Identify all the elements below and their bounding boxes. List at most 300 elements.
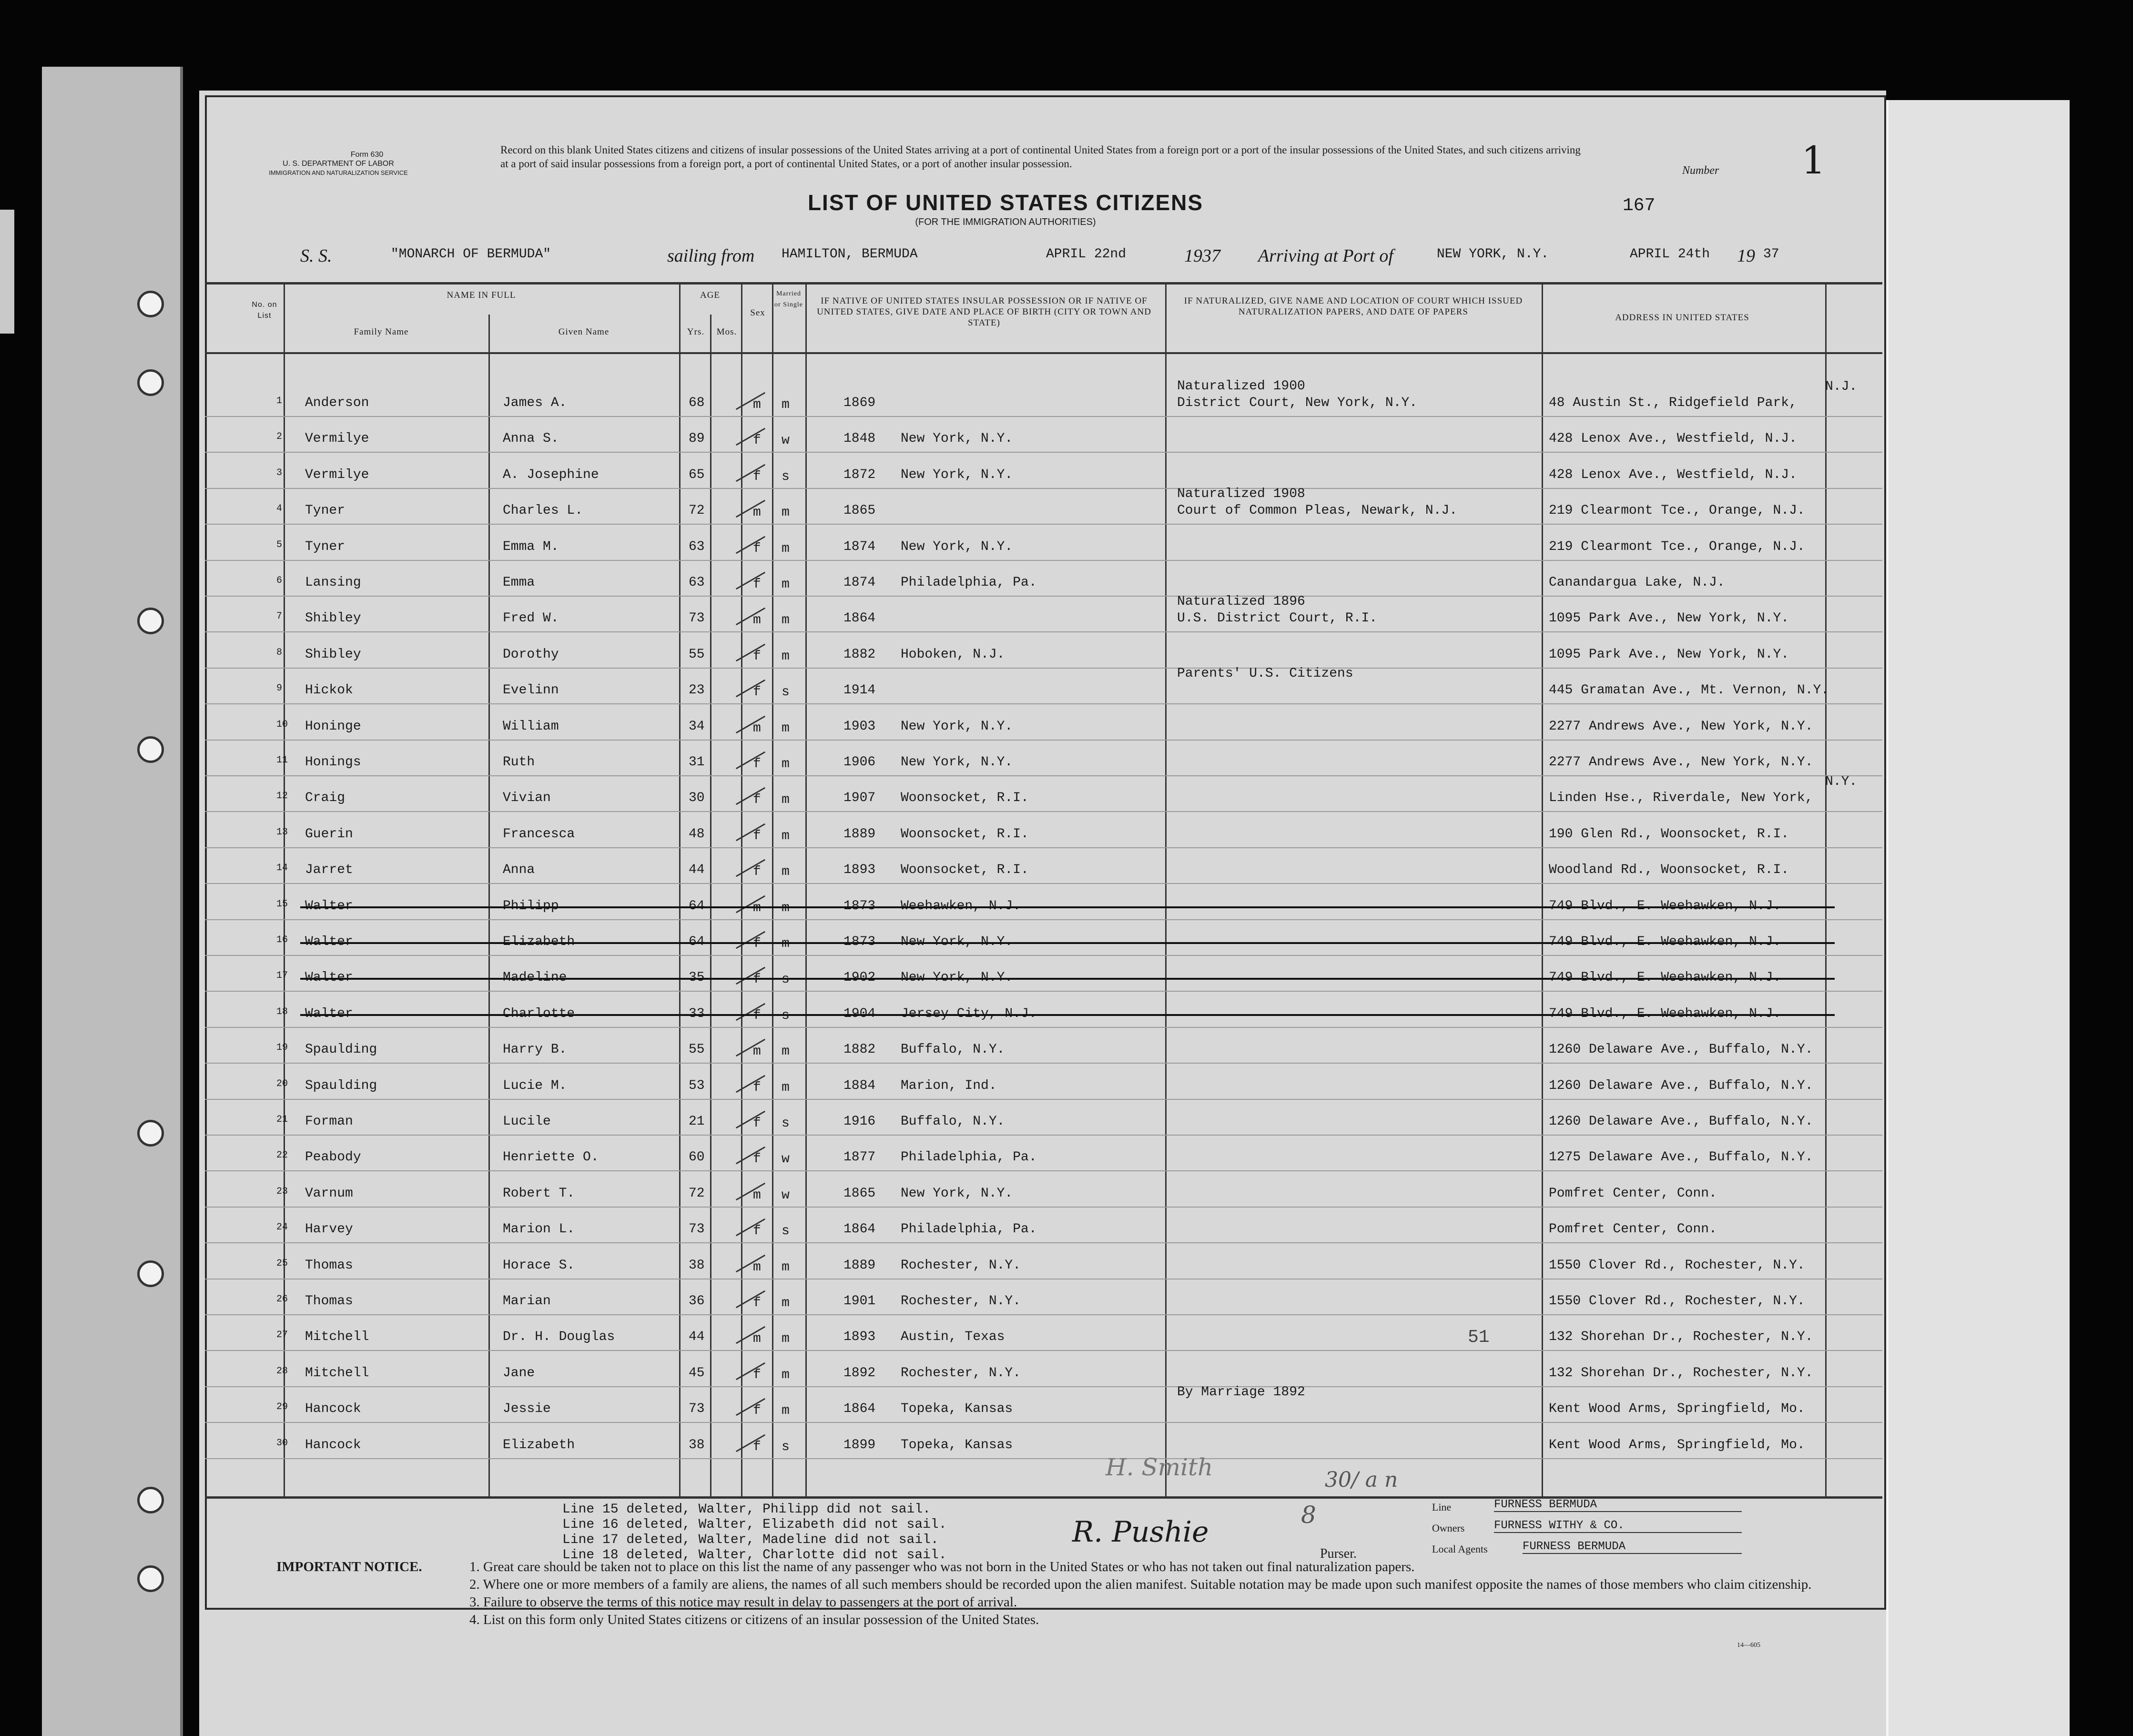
line-number: 11	[276, 755, 288, 766]
row-rule	[205, 919, 1882, 920]
given-name: Lucile	[503, 1114, 551, 1129]
arrival-year-prefix: 19	[1737, 246, 1755, 266]
row-rule	[205, 1207, 1882, 1208]
marital-status: m	[782, 757, 790, 772]
family-name: Shibley	[305, 647, 361, 662]
family-name: Peabody	[305, 1150, 361, 1165]
given-name: Robert T.	[503, 1186, 575, 1201]
marital-status: m	[782, 1044, 790, 1059]
age-years: 73	[689, 611, 705, 626]
naturalization-line-2: U.S. District Court, R.I.	[1177, 611, 1378, 626]
birth-place: New York, N.Y.	[901, 467, 1013, 482]
line-number: 10	[276, 719, 288, 730]
row-rule	[205, 1242, 1882, 1243]
given-name: Marian	[503, 1294, 551, 1309]
age-years: 73	[689, 1401, 705, 1416]
binder-hole	[137, 608, 164, 634]
birth-place: New York, N.Y.	[901, 539, 1013, 554]
header-naturalized: IF NATURALIZED, GIVE NAME AND LOCATION OF COURT WHICH ISSUED NATURALIZATION PAPERS, AND DATE OF PAPERS	[1184, 296, 1523, 317]
given-name: Horace S.	[503, 1258, 575, 1273]
line-number: 28	[276, 1366, 288, 1377]
sex: f	[753, 1224, 761, 1239]
line-number: 2	[276, 431, 283, 442]
line-number: 7	[276, 611, 283, 622]
given-name: Vivian	[503, 791, 551, 805]
birth-year: 1874	[843, 539, 876, 554]
number-value: 1	[1801, 138, 1826, 183]
header-age: AGE	[700, 290, 721, 300]
stamp-count: 8	[1301, 1501, 1316, 1529]
birth-place: Rochester, N.Y.	[901, 1366, 1021, 1381]
marital-status: m	[782, 721, 790, 736]
age-years: 68	[689, 396, 705, 410]
birth-place: New York, N.Y.	[901, 431, 1013, 446]
address: 445 Gramatan Ave., Mt. Vernon, N.Y.	[1549, 683, 1829, 698]
number-label: Number	[1682, 164, 1719, 177]
marital-status: s	[782, 1116, 790, 1131]
owners-value: FURNESS WITHY & CO.	[1494, 1519, 1742, 1533]
age-years: 55	[689, 1042, 705, 1057]
marital-status: w	[782, 1152, 790, 1167]
header-address: ADDRESS IN UNITED STATES	[1615, 313, 1749, 323]
row-rule	[205, 668, 1882, 669]
notice-items	[469, 1558, 1832, 1629]
given-name: James A.	[503, 396, 567, 410]
family-name: Hancock	[305, 1438, 361, 1452]
row-rule	[205, 703, 1882, 704]
sex: f	[753, 685, 761, 700]
arrival-year-suffix: 37	[1763, 247, 1779, 262]
family-name: Shibley	[305, 611, 361, 626]
deletion-strike-line	[300, 978, 1835, 980]
binder-strip	[42, 67, 183, 1736]
sex: m	[753, 1188, 761, 1203]
header-no-on-list: No. on List	[252, 301, 277, 320]
address: 1095 Park Ave., New York, N.Y.	[1549, 647, 1789, 662]
birth-year: 1877	[843, 1150, 876, 1165]
birth-place: Philadelphia, Pa.	[901, 575, 1037, 590]
binder-hole	[137, 1487, 164, 1513]
line-number: 29	[276, 1401, 288, 1412]
form-identification	[241, 150, 436, 177]
birth-year: 1916	[843, 1114, 876, 1129]
marital-status: m	[782, 1368, 790, 1382]
age-years: 63	[689, 575, 705, 590]
birth-year: 1869	[843, 396, 876, 410]
birth-place: Woonsocket, R.I.	[901, 827, 1029, 842]
given-name: Emma	[503, 575, 535, 590]
purser-signature: R. Pushie	[1072, 1515, 1209, 1549]
birth-year: 1848	[843, 431, 876, 446]
family-name: Spaulding	[305, 1078, 377, 1093]
row-rule	[205, 955, 1882, 956]
row-rule	[205, 991, 1882, 992]
sex: f	[753, 1116, 761, 1131]
sex: f	[753, 864, 761, 879]
line-number: 16	[276, 934, 288, 945]
birth-place: Woonsocket, R.I.	[901, 791, 1029, 805]
given-name: Ruth	[503, 755, 535, 770]
birth-place: Philadelphia, Pa.	[901, 1222, 1037, 1237]
row-rule	[205, 524, 1882, 525]
birth-place: Topeka, Kansas	[901, 1438, 1013, 1452]
given-name: Dr. H. Douglas	[503, 1330, 615, 1344]
sex: m	[753, 613, 761, 628]
row-rule	[205, 416, 1882, 417]
given-name: Jessie	[503, 1401, 551, 1416]
row-rule	[205, 883, 1882, 884]
line-number: 18	[276, 1006, 288, 1017]
row-rule	[205, 1422, 1882, 1423]
birth-year: 1914	[843, 683, 876, 698]
age-years: 63	[689, 539, 705, 554]
arrival-date: APRIL 24th	[1630, 247, 1710, 262]
address: 190 Glen Rd., Woonsocket, R.I.	[1549, 827, 1789, 842]
given-name: Anna S.	[503, 431, 559, 446]
notice-heading: IMPORTANT NOTICE.	[276, 1559, 422, 1574]
age-years: 45	[689, 1366, 705, 1381]
birth-place: Topeka, Kansas	[901, 1401, 1013, 1416]
line-number: 4	[276, 503, 283, 514]
sex: f	[753, 469, 761, 484]
sail-year: 1937	[1184, 246, 1220, 266]
margin-count: 51	[1468, 1327, 1490, 1348]
line-number: 23	[276, 1186, 288, 1197]
birth-place: New York, N.Y.	[901, 755, 1013, 770]
intro-instructions: Record on this blank United States citizens and citizens of insular possessions of the United States arriving at a port of continental United States from a foreign port or a port of the insular possessions of the United States, and such citizens arriving at a port of said insular possessions from a foreign port, a port of continental United States, or a port of another insular possession.	[500, 144, 1581, 170]
family-name: Honinge	[305, 719, 361, 734]
birth-year: 1906	[843, 755, 876, 770]
given-name: William	[503, 719, 559, 734]
row-rule	[205, 1386, 1882, 1387]
binder-hole	[137, 1565, 164, 1592]
birth-place: Rochester, N.Y.	[901, 1258, 1021, 1273]
marital-status: w	[782, 433, 790, 448]
line-number: 20	[276, 1078, 288, 1089]
given-name: Dorothy	[503, 647, 559, 662]
sex: m	[753, 505, 761, 520]
line-number: 8	[276, 647, 283, 658]
binder-hole	[137, 291, 164, 317]
row-rule	[205, 1063, 1882, 1064]
deletion-note: Line 18 deleted, Walter, Charlotte did not sail.	[562, 1548, 947, 1563]
sex: f	[753, 649, 761, 664]
sex: m	[753, 397, 761, 412]
ship-name: "MONARCH OF BERMUDA"	[391, 247, 551, 262]
sail-date: APRIL 22nd	[1046, 247, 1127, 262]
line-number: 27	[276, 1330, 288, 1340]
naturalization-line-1: Naturalized 1908	[1177, 487, 1305, 501]
naturalization-line-1: Naturalized 1896	[1177, 594, 1305, 609]
address-continued: N.J.	[1825, 379, 1858, 394]
address: 1550 Clover Rd., Rochester, N.Y.	[1549, 1294, 1805, 1309]
line-number: 26	[276, 1294, 288, 1305]
age-years: 38	[689, 1438, 705, 1452]
address: 132 Shorehan Dr., Rochester, N.Y.	[1549, 1366, 1813, 1381]
binder-hole	[137, 1260, 164, 1287]
address: 219 Clearmont Tce., Orange, N.J.	[1549, 503, 1805, 518]
given-name: Francesca	[503, 827, 575, 842]
line-number: 12	[276, 791, 288, 802]
birth-year: 1882	[843, 1042, 876, 1057]
age-years: 34	[689, 719, 705, 734]
family-name: Mitchell	[305, 1366, 369, 1381]
given-name: Anna	[503, 863, 535, 877]
footer-code: 14—605	[1737, 1642, 1760, 1649]
column-rule	[488, 315, 490, 1497]
family-name: Jarret	[305, 863, 353, 877]
address: Woodland Rd., Woonsocket, R.I.	[1549, 863, 1789, 877]
address: 428 Lenox Ave., Westfield, N.J.	[1549, 467, 1797, 482]
birth-year: 1903	[843, 719, 876, 734]
address: 2277 Andrews Ave., New York, N.Y.	[1549, 719, 1813, 734]
address-continued: N.Y.	[1825, 774, 1858, 789]
header-birth: IF NATIVE OF UNITED STATES INSULAR POSSESSION OR IF NATIVE OF UNITED STATES, GIVE DATE AND PLACE OF BIRTH (CITY OR TOWN AND STATE)	[817, 296, 1151, 328]
deletion-strike-line	[300, 942, 1835, 944]
address: 1095 Park Ave., New York, N.Y.	[1549, 611, 1789, 626]
address: 1275 Delaware Ave., Buffalo, N.Y.	[1549, 1150, 1813, 1165]
given-name: Henriette O.	[503, 1150, 599, 1165]
age-years: 36	[689, 1294, 705, 1309]
sex: f	[753, 757, 761, 772]
age-years: 53	[689, 1078, 705, 1093]
sex: f	[753, 541, 761, 556]
naturalization-line-2: Court of Common Pleas, Newark, N.J.	[1177, 503, 1458, 518]
sex: m	[753, 721, 761, 736]
age-years: 21	[689, 1114, 705, 1129]
row-rule	[205, 488, 1882, 489]
header-name-in-full: NAME IN FULL	[447, 290, 516, 300]
marital-status: m	[782, 1403, 790, 1418]
sex: f	[753, 1403, 761, 1418]
sex: m	[753, 1044, 761, 1059]
age-years: 31	[689, 755, 705, 770]
page-subtitle: (FOR THE IMMIGRATION AUTHORITIES)	[915, 217, 1096, 227]
line-number: 22	[276, 1150, 288, 1161]
given-name: Marion L.	[503, 1222, 575, 1237]
marital-status: m	[782, 792, 790, 807]
line-number: 30	[276, 1438, 288, 1449]
birth-place: Hoboken, N.J.	[901, 647, 1005, 662]
notice-item: 2. Where one or more members of a family are aliens, the names of all such members should be recorded upon the alien manifest. Suitable notation may be made upon such manifest opposite the names of those members who claim citizenship.	[469, 1577, 1812, 1592]
deletion-note: Line 17 deleted, Walter, Madeline did not sail.	[562, 1533, 939, 1547]
birth-year: 1872	[843, 467, 876, 482]
sex: f	[753, 1368, 761, 1382]
form-number: Form 630	[350, 151, 384, 159]
marital-status: m	[782, 649, 790, 664]
marital-status: s	[782, 469, 790, 484]
birth-year: 1893	[843, 1330, 876, 1344]
given-name: Harry B.	[503, 1042, 567, 1057]
row-rule	[205, 631, 1882, 632]
birth-place: New York, N.Y.	[901, 1186, 1013, 1201]
age-years: 73	[689, 1222, 705, 1237]
birth-year: 1884	[843, 1078, 876, 1093]
row-rule	[205, 452, 1882, 453]
address: 1260 Delaware Ave., Buffalo, N.Y.	[1549, 1078, 1813, 1093]
family-name: Vermilye	[305, 467, 369, 482]
age-years: 89	[689, 431, 705, 446]
sex: f	[753, 577, 761, 592]
sex: m	[753, 1260, 761, 1275]
header-yrs: Yrs.	[687, 327, 705, 337]
marital-status: s	[782, 1224, 790, 1239]
given-name: Elizabeth	[503, 1438, 575, 1452]
naturalization-line-2: District Court, New York, N.Y.	[1177, 396, 1418, 410]
owners-label: Owners	[1432, 1522, 1465, 1534]
given-name: A. Josephine	[503, 467, 599, 482]
marital-status: m	[782, 613, 790, 628]
form-department: U. S. DEPARTMENT OF LABOR	[283, 160, 394, 168]
sex: f	[753, 1296, 761, 1310]
family-name: Thomas	[305, 1294, 353, 1309]
family-name: Harvey	[305, 1222, 353, 1237]
given-name: Evelinn	[503, 683, 559, 698]
row-rule	[205, 775, 1882, 776]
line-number: 17	[276, 970, 288, 981]
birth-place: Marion, Ind.	[901, 1078, 997, 1093]
header-mos: Mos.	[716, 327, 737, 337]
address: 428 Lenox Ave., Westfield, N.J.	[1549, 431, 1797, 446]
age-years: 23	[689, 683, 705, 698]
marital-status: m	[782, 577, 790, 592]
family-name: Tyner	[305, 503, 345, 518]
address: 1550 Clover Rd., Rochester, N.Y.	[1549, 1258, 1805, 1273]
given-name: Charles L.	[503, 503, 583, 518]
naturalization-line-1: Parents' U.S. Citizens	[1177, 666, 1353, 681]
family-name: Thomas	[305, 1258, 353, 1273]
row-rule	[205, 1350, 1882, 1351]
family-name: Lansing	[305, 575, 361, 590]
birth-year: 1893	[843, 863, 876, 877]
family-name: Spaulding	[305, 1042, 377, 1057]
age-years: 72	[689, 503, 705, 518]
row-rule	[205, 1027, 1882, 1028]
header-sex: Sex	[750, 308, 765, 318]
birth-year: 1899	[843, 1438, 876, 1452]
row-rule	[205, 596, 1882, 597]
page-title: LIST OF UNITED STATES CITIZENS	[807, 190, 1204, 215]
line-number: 3	[276, 467, 283, 478]
birth-year: 1882	[843, 647, 876, 662]
marital-status: m	[782, 505, 790, 520]
row-rule	[205, 1458, 1882, 1459]
family-name: Forman	[305, 1114, 353, 1129]
row-rule	[205, 1314, 1882, 1315]
line-number: 1	[276, 396, 283, 406]
sex: f	[753, 1440, 761, 1454]
marital-status: m	[782, 1260, 790, 1275]
marital-status: s	[782, 1440, 790, 1454]
birth-place: Buffalo, N.Y.	[901, 1042, 1005, 1057]
inspector-initials: H. Smith	[1106, 1453, 1213, 1481]
address: Linden Hse., Riverdale, New York,	[1549, 791, 1813, 805]
deletion-note: Line 16 deleted, Walter, Elizabeth did not sail.	[562, 1517, 947, 1532]
binder-hole	[137, 736, 164, 763]
given-name: Emma M.	[503, 539, 559, 554]
arrival-port: NEW YORK, N.Y.	[1437, 247, 1549, 262]
sailing-label: sailing from	[667, 246, 755, 266]
birth-year: 1889	[843, 827, 876, 842]
sex: m	[753, 1331, 761, 1346]
birth-place: Philadelphia, Pa.	[901, 1150, 1037, 1165]
birth-year: 1864	[843, 611, 876, 626]
line-number: 25	[276, 1258, 288, 1269]
family-name: Tyner	[305, 539, 345, 554]
family-name: Varnum	[305, 1186, 353, 1201]
line-value: FURNESS BERMUDA	[1494, 1498, 1742, 1512]
address: Pomfret Center, Conn.	[1549, 1186, 1717, 1201]
family-name: Guerin	[305, 827, 353, 842]
birth-year: 1864	[843, 1401, 876, 1416]
marital-status: m	[782, 541, 790, 556]
birth-place: Buffalo, N.Y.	[901, 1114, 1005, 1129]
marital-status: m	[782, 829, 790, 843]
row-rule	[205, 1135, 1882, 1136]
line-number: 21	[276, 1114, 288, 1125]
age-years: 72	[689, 1186, 705, 1201]
address: 1260 Delaware Ave., Buffalo, N.Y.	[1549, 1042, 1813, 1057]
family-name: Hickok	[305, 683, 353, 698]
age-years: 44	[689, 863, 705, 877]
line-number: 14	[276, 863, 288, 873]
address: 219 Clearmont Tce., Orange, N.J.	[1549, 539, 1805, 554]
family-name: Hancock	[305, 1401, 361, 1416]
given-name: Jane	[503, 1366, 535, 1381]
birth-place: Rochester, N.Y.	[901, 1294, 1021, 1309]
family-name: Craig	[305, 791, 345, 805]
deletion-note: Line 15 deleted, Walter, Philipp did not sail.	[562, 1502, 931, 1517]
row-rule	[205, 1099, 1882, 1100]
birth-year: 1874	[843, 575, 876, 590]
line-number: 13	[276, 827, 288, 838]
row-rule	[205, 811, 1882, 812]
line-label: Line	[1432, 1501, 1452, 1513]
age-years: 30	[689, 791, 705, 805]
header-married-single: Married or Single	[774, 290, 803, 308]
agents-value: FURNESS BERMUDA	[1523, 1540, 1742, 1554]
column-rule	[710, 315, 711, 1497]
birth-year: 1865	[843, 1186, 876, 1201]
birth-place: Austin, Texas	[901, 1330, 1005, 1344]
age-years: 48	[689, 827, 705, 842]
line-number: 19	[276, 1042, 288, 1053]
address: Canandargua Lake, N.J.	[1549, 575, 1725, 590]
header-given-name: Given Name	[558, 327, 609, 337]
line-number: 5	[276, 539, 283, 550]
sex: f	[753, 1152, 761, 1167]
header-family-name: Family Name	[354, 327, 409, 337]
line-number: 15	[276, 899, 288, 910]
marital-status: m	[782, 1331, 790, 1346]
sex: f	[753, 1080, 761, 1095]
age-years: 44	[689, 1330, 705, 1344]
page-number: 167	[1623, 195, 1656, 216]
line-number: 9	[276, 683, 283, 694]
address: 1260 Delaware Ave., Buffalo, N.Y.	[1549, 1114, 1813, 1129]
birth-year: 1864	[843, 1222, 876, 1237]
age-years: 55	[689, 647, 705, 662]
sex: f	[753, 829, 761, 843]
marital-status: m	[782, 1296, 790, 1310]
address: 2277 Andrews Ave., New York, N.Y.	[1549, 755, 1813, 770]
form-service: IMMIGRATION AND NATURALIZATION SERVICE	[269, 169, 408, 176]
family-name: Anderson	[305, 396, 369, 410]
address: 132 Shorehan Dr., Rochester, N.Y.	[1549, 1330, 1813, 1344]
address: Kent Wood Arms, Springfield, Mo.	[1549, 1401, 1805, 1416]
address: Kent Wood Arms, Springfield, Mo.	[1549, 1438, 1805, 1452]
age-years: 60	[689, 1150, 705, 1165]
